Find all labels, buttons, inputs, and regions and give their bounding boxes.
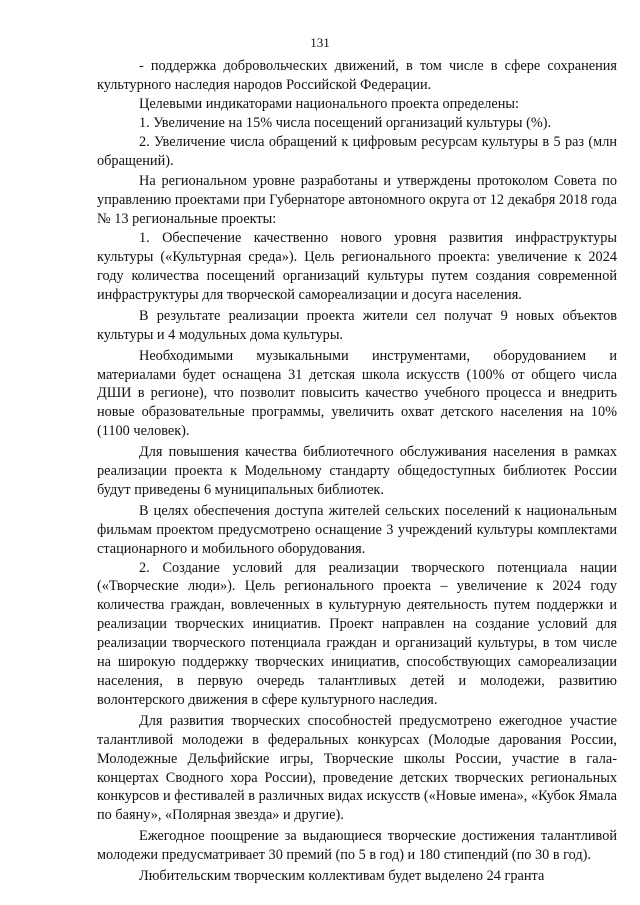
document-body xyxy=(97,57,617,886)
paragraph: Для повышения качества библиотечного обслуживания населения в рамках реализации проекта к Модельному стандарту общедоступных библиотек России будут приведены 6 муниципальных библиотек. xyxy=(97,444,617,498)
paragraph: Для развития творческих способностей предусмотрено ежегодное участие талантливой молодежи в федеральных конкурсах (Молодые дарования России, Молодежные Дельфийские игры, Творческие школы России, участие в гала-концертах Сводного хора России), проведение детских творческих региональных конкурсов и фестивалей в различных видах искусств («Новые имена», «Кубок Ямала по баяну», «Полярная звезда» и другие). xyxy=(97,712,617,824)
paragraph: 2. Увеличение числа обращений к цифровым ресурсам культуры в 5 раз (млн обращений). xyxy=(97,133,617,169)
paragraph: 1. Обеспечение качественно нового уровня развития инфраструктуры культуры («Культурная среда»). Цель регионального проекта: увеличение к 2024 году количества посещений организаций культуры путем создания современной инфраструктуры для творческой самореализации и досуга населения. xyxy=(97,230,617,303)
paragraph: В целях обеспечения доступа жителей сельских поселений к национальным фильмам проектом предусмотрено оснащение 3 учреждений культуры комплектами стационарного и мобильного оборудования. xyxy=(97,502,617,557)
paragraph: На региональном уровне разработаны и утверждены протоколом Совета по управлению проектами при Губернаторе автономного округа от 12 декабря 2018 года № 13 региональные проекты: xyxy=(97,173,617,228)
paragraph: Необходимыми музыкальными инструментами, оборудованием и материалами будет оснащена 31 детская школа искусств (100% от общего числа ДШИ в регионе), что позволит повысить качество учебного процесса и внедрить новые образовательные программы, увеличить охват детского населения на 10% (1100 человек). xyxy=(97,347,617,440)
paragraph: - поддержка добровольческих движений, в том числе в сфере сохранения культурного наследия народов Российской Федерации. xyxy=(97,58,617,93)
page-number: 131 xyxy=(310,35,330,50)
paragraph: Целевыми индикаторами национального проекта определены: xyxy=(139,95,519,112)
paragraph: Любительским творческим коллективам будет выделено 24 гранта xyxy=(139,868,545,885)
paragraph: Ежегодное поощрение за выдающиеся творческие достижения талантливой молодежи предусматривает 30 премий (по 5 в год) и 180 стипендий (по 30 в год). xyxy=(97,828,617,864)
paragraph: 1. Увеличение на 15% числа посещений организаций культуры (%). xyxy=(139,114,552,131)
paragraph: В результате реализации проекта жители сел получат 9 новых объектов культуры и 4 модульных дома культуры. xyxy=(97,307,617,343)
paragraph: 2. Создание условий для реализации творческого потенциала нации («Творческие люди»). Цель регионального проекта – увеличение к 2024 году количества граждан, вовлеченных в культурную деятельность путем поддержки и реализации творческих инициатив. Проект направлен на создание условий для реализации творческого потенциала граждан и организаций культуры, в том числе на широкую поддержку творческих инициатив, способствующих самореализации населения, в первую очередь талантливых детей и молодежи, развитию волонтерского движения в сфере культурного наследия. xyxy=(97,559,617,708)
